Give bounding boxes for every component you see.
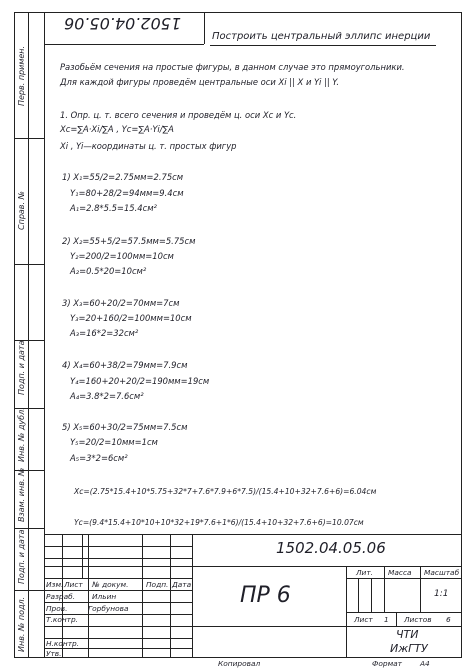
figure-4-y: Y₄=160+20+20/2=190мм=19см bbox=[70, 376, 210, 386]
figure-2-x: 2) X₂=55+5/2=57.5мм=5.75см bbox=[62, 236, 196, 246]
side-divider-2 bbox=[14, 264, 45, 265]
tb-list-value: 1 bbox=[384, 615, 389, 624]
tb-lit-sub-1 bbox=[358, 578, 359, 612]
tb-right-row-2 bbox=[346, 612, 462, 613]
figure-3-a: A₃=16*2=32см² bbox=[70, 328, 139, 338]
tb-row-3 bbox=[44, 566, 462, 567]
intro-line-2: Для каждой фигуры проведём центральные оси Xi || X и Yi || Y. bbox=[60, 77, 340, 87]
tb-code: 1502.04.05.06 bbox=[276, 539, 386, 557]
tb-format-label: Формат bbox=[372, 659, 402, 668]
tb-right-col-2 bbox=[384, 566, 385, 612]
tb-right-row-1 bbox=[346, 578, 462, 579]
figure-2-y: Y₂=200/2=100мм=10см bbox=[70, 251, 174, 261]
tb-org-2: ИжГТУ bbox=[390, 642, 428, 655]
xc-result: Xс=(2.75*15.4+10*5.75+32*7+7.6*7.9+6*7.5)/(15.4+10+32+7.6+6)=6.04см bbox=[74, 487, 377, 496]
tb-listov-value: 6 bbox=[446, 615, 451, 624]
tb-col-6 bbox=[192, 534, 193, 658]
tb-row-tkontr: Т.контр. bbox=[46, 615, 79, 624]
tb-col-docum: № докум. bbox=[92, 580, 129, 589]
figure-3-y: Y₃=20+160/2=100мм=10см bbox=[70, 313, 192, 323]
tb-col-data: Дата bbox=[172, 580, 192, 589]
figure-4-x: 4) X₄=60+38/2=79мм=7.9см bbox=[62, 360, 188, 370]
tb-massa-label: Масса bbox=[388, 568, 412, 577]
title-underline bbox=[210, 45, 436, 46]
tb-masshtab-label: Масштаб bbox=[424, 568, 460, 577]
figure-5-y: Y₅=20/2=10мм=1см bbox=[70, 437, 158, 447]
yc-result: Yс=(9.4*15.4+10*10+10*32+19*7.6+1*6)/(15.4+10+32+7.6+6)=10.07см bbox=[74, 518, 364, 527]
figure-3-x: 3) X₃=60+20/2=70мм=7см bbox=[62, 298, 180, 308]
page-title: Построить центральный эллипс инерции bbox=[212, 31, 431, 42]
tb-row-utv: Утв. bbox=[46, 649, 62, 658]
tb-prov-name: Горбунова bbox=[88, 604, 129, 613]
side-label-inv-dubl: Инв. № дубл. bbox=[17, 407, 26, 462]
tb-col-izm: Изм. bbox=[46, 580, 64, 589]
side-label-vzam-inv: Взам. инв. № bbox=[17, 467, 26, 522]
tb-listov-label: Листов bbox=[404, 615, 432, 624]
figure-1-y: Y₁=80+28/2=94мм=9.4см bbox=[70, 188, 184, 198]
figure-2-a: A₂=0.5*20=10см² bbox=[70, 266, 147, 276]
side-divider-7 bbox=[14, 590, 45, 591]
side-label-podp-data-1: Подп. и дата bbox=[17, 340, 26, 395]
formula-note: Xi , Yi—координаты ц. т. простых фигур bbox=[60, 141, 237, 151]
top-stamp-code: 1502.04.05.06 bbox=[64, 14, 182, 33]
tb-lit-label: Лит. bbox=[356, 568, 374, 577]
tb-row-razrab: Разраб. bbox=[46, 592, 76, 601]
tb-right-col-3 bbox=[420, 566, 421, 612]
side-label-podp-data-2: Подп. и дата bbox=[17, 529, 26, 584]
tb-kopiroval: Копировал bbox=[218, 659, 261, 668]
top-stamp-bottom bbox=[44, 44, 204, 45]
tb-format-value: А4 bbox=[420, 659, 430, 668]
tb-col-3 bbox=[88, 534, 89, 658]
side-label-sprav: Справ. № bbox=[17, 191, 26, 230]
side-divider-1 bbox=[14, 138, 45, 139]
tb-razrab-name: Ильин bbox=[92, 592, 117, 601]
tb-col-4 bbox=[142, 534, 143, 658]
side-strip-divider bbox=[28, 12, 29, 658]
figure-5-a: A₅=3*2=6см² bbox=[70, 453, 128, 463]
figure-1-a: A₁=2.8*5.5=15.4см² bbox=[70, 203, 157, 213]
step-1: 1. Опр. ц. т. всего сечения и проведём ц. оси Xс и Yс. bbox=[60, 110, 297, 120]
side-label-inv-podl: Инв. № подл. bbox=[17, 596, 26, 652]
top-stamp-right bbox=[204, 12, 205, 44]
tb-masshtab-value: 1:1 bbox=[434, 589, 449, 599]
formula: Xс=∑A·Xi/∑A , Yс=∑A·Yi/∑A bbox=[60, 124, 174, 134]
tb-row-8 bbox=[44, 626, 462, 627]
side-label-perv-primen: Перв. примен. bbox=[17, 45, 26, 106]
tb-row-prov: Пров. bbox=[46, 604, 68, 613]
tb-col-podp: Подп. bbox=[146, 580, 169, 589]
tb-org-1: ЧТИ bbox=[396, 628, 419, 641]
tb-col-list: Лист bbox=[64, 580, 83, 589]
tb-col-2 bbox=[82, 534, 83, 578]
figure-5-x: 5) X₅=60+30/2=75мм=7.5см bbox=[62, 422, 188, 432]
tb-row-nkontr: Н.контр. bbox=[46, 639, 80, 648]
tb-list-split bbox=[396, 612, 397, 626]
tb-lit-sub-2 bbox=[371, 578, 372, 612]
tb-list-label: Лист bbox=[354, 615, 373, 624]
figure-1-x: 1) X₁=55/2=2.75мм=2.75см bbox=[62, 172, 184, 182]
intro-line-1: Разобьём сечения на простые фигуры, в данном случае это прямоугольники. bbox=[60, 62, 405, 72]
tb-col-5 bbox=[170, 534, 171, 658]
tb-doc-name: ПР 6 bbox=[240, 583, 291, 608]
figure-4-a: A₄=3.8*2=7.6см² bbox=[70, 391, 144, 401]
title-block-top bbox=[44, 534, 462, 535]
